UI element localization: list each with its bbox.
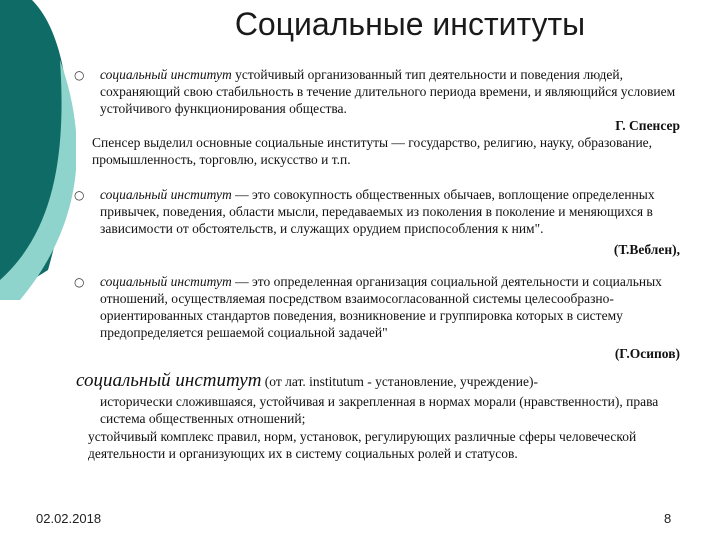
page-number: 8 [664, 511, 672, 526]
bullet-icon: ○ [74, 68, 85, 82]
etymology-line [76, 372, 686, 390]
slide-title: Социальные институты [234, 6, 586, 42]
definition-3 [100, 273, 680, 362]
definition-2 [100, 186, 680, 258]
origin-text: (от лат. institutum - установление, учреждение)- [261, 374, 538, 389]
term: социальный институт [100, 67, 232, 82]
definition-1 [100, 66, 680, 134]
definition-text: устойчивый организованный тип деятельности и поведения людей, сохраняющий свою стабильность в течение длительного периода времени, и являющийся условием устойчивого функционирования общества. [100, 67, 676, 116]
author: Г. Спенсер [615, 118, 680, 133]
footer-date: 02.02.2018 [36, 511, 102, 526]
definition-4-part-1: исторически сложившаяся, устойчивая и закрепленная в нормах морали (нравственности), права система общественных отношений; [100, 394, 659, 426]
term: социальный институт [100, 274, 232, 289]
spencer-note: Спенсер выделил основные социальные институты — государство, религию, науку, образование, промышленность, торговлю, искусство и т.п. [92, 135, 653, 167]
definition-text: — это определенная организация социальной деятельности и социальных отношений, осуществляемая посредством взаимосогласованной системы целесообразно-ориентированных стандартов поведения, возникновение и группировка которых в систему предопределяется решаемой социальной задачей" [100, 274, 662, 340]
term: социальный институт [100, 187, 232, 202]
bullet-icon: ○ [74, 275, 85, 289]
definition-text: — это совокупность общественных обычаев, воплощение определенных привычек, поведения, области мысли, передаваемых из поколения в поколение и меняющихся в зависимости от обстоятельств, и служащих орудием приспособления к ним". [100, 187, 655, 236]
bullet-icon: ○ [74, 188, 85, 202]
term: социальный институт [76, 370, 262, 391]
definition-4-part-2: устойчивый комплекс правил, норм, установок, регулирующих различные сферы человеческой деятельности и организующих их в систему социальных ролей и статусов. [88, 429, 637, 461]
decorative-arc-shape [0, 0, 76, 300]
author: (Г.Осипов) [614, 346, 680, 361]
author: (Т.Веблен), [613, 242, 680, 257]
